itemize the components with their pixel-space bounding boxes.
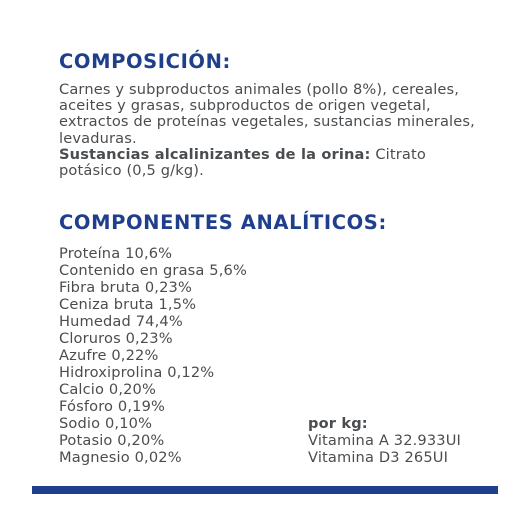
analytical-item-magnesium: Magnesio 0,02% — [59, 449, 182, 466]
per-kg-block — [308, 415, 461, 466]
footer-bar — [32, 486, 498, 494]
alkalizing-label: Sustancias alcalinizantes de la orina: — [59, 145, 371, 163]
ingredients-list: Carnes y subproductos animales (pollo 8%), cereales, aceites y grasas, subproductos de origen vegetal, extractos de proteínas vegetales, sustancias minerales, levaduras. — [59, 81, 475, 147]
analytical-item-protein: Proteína 10,6% — [59, 245, 173, 262]
analytical-components-list — [59, 245, 247, 466]
analytical-item-ash: Ceniza bruta 1,5% — [59, 296, 197, 313]
analytical-item-chlorides: Cloruros 0,23% — [59, 330, 173, 347]
analytical-item-sodium: Sodio 0,10% — [59, 415, 153, 432]
composition-heading: COMPOSICIÓN: — [59, 50, 231, 73]
analytical-item-calcium: Calcio 0,20% — [59, 381, 156, 398]
analytical-item-phosphorus: Fósforo 0,19% — [59, 398, 166, 415]
analytical-item-fiber: Fibra bruta 0,23% — [59, 279, 192, 296]
analytical-item-potassium: Potasio 0,20% — [59, 432, 165, 449]
analytical-item-hydroxyproline: Hidroxiprolina 0,12% — [59, 364, 215, 381]
analytical-item-moisture: Humedad 74,4% — [59, 313, 183, 330]
vitamin-d3-item: Vitamina D3 265UI — [308, 449, 449, 466]
vitamin-a-item: Vitamina A 32.933UI — [308, 432, 462, 449]
analytical-item-sulfur: Azufre 0,22% — [59, 347, 159, 364]
per-kg-title: por kg: — [308, 415, 368, 432]
composition-text — [59, 82, 479, 179]
alkalizing-paragraph — [59, 147, 479, 179]
alkalizing-value: Citrato potásico (0,5 g/kg). — [59, 145, 426, 180]
analytical-item-fat: Contenido en grasa 5,6% — [59, 262, 247, 279]
analytical-components-heading: COMPONENTES ANALÍTICOS: — [59, 211, 387, 234]
